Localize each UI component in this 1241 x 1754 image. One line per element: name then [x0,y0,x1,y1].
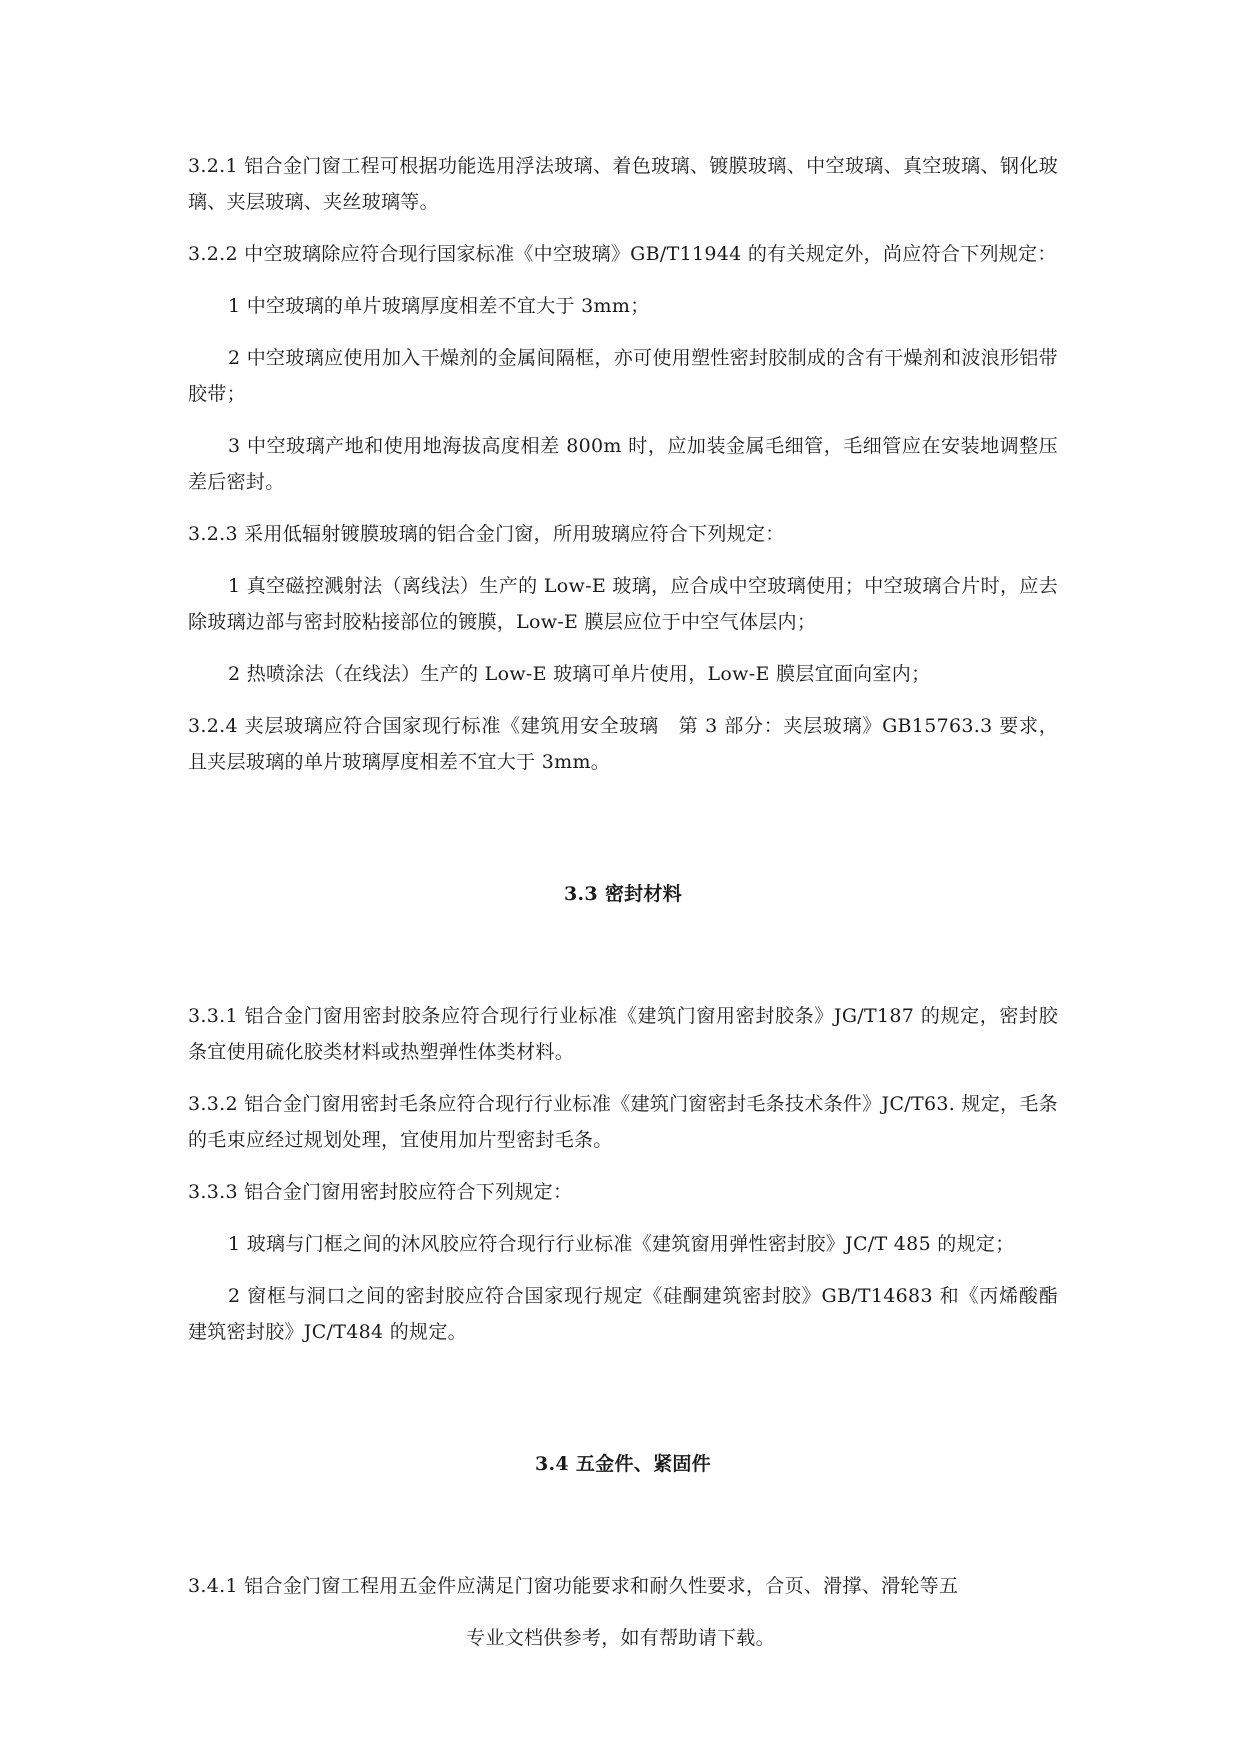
clause-3-3-2: 3.3.2 铝合金门窗用密封毛条应符合现行行业标准《建筑门窗密封毛条技术条件》JC/T63. 规定，毛条的毛束应经过规划处理，宜使用加片型密封毛条。 [188,1093,1058,1151]
clause-3-2-2: 3.2.2 中空玻璃除应符合现行国家标准《中空玻璃》GB/T11944 的有关规定外，尚应符合下列规定： [188,243,1057,265]
clause-3-2-4: 3.2.4 夹层玻璃应符合国家现行标准《建筑用安全玻璃 第 3 部分：夹层玻璃》GB15763.3 要求，且夹层玻璃的单片玻璃厚度相差不宜大于 3mm。 [188,715,1058,773]
clause-3-2-1: 3.2.1 铝合金门窗工程可根据功能选用浮法玻璃、着色玻璃、镀膜玻璃、中空玻璃、真空玻璃、钢化玻璃、夹层玻璃、夹丝玻璃等。 [188,155,1058,213]
clause-3-3-3-item-2: 2 窗框与洞口之间的密封胶应符合国家现行规定《硅酮建筑密封胶》GB/T14683 和《丙烯酸酯建筑密封胶》JC/T484 的规定。 [188,1285,1058,1343]
clause-3-2-3: 3.2.3 采用低辐射镀膜玻璃的铝合金门窗，所用玻璃应符合下列规定： [188,523,785,545]
section-title-3-3: 3.3 密封材料 [563,883,683,905]
clause-3-3-3: 3.3.3 铝合金门窗用密封胶应符合下列规定： [188,1181,573,1203]
page-footer: 专业文档供参考，如有帮助请下载。 [466,1627,775,1649]
clause-3-2-3-item-2: 2 热喷涂法（在线法）生产的 Low-E 玻璃可单片使用，Low-E 膜层宜面向室内； [228,663,931,685]
clause-3-3-3-item-1: 1 玻璃与门框之间的沐风胶应符合现行行业标准《建筑窗用弹性密封胶》JC/T 485 的规定； [228,1233,1015,1255]
section-title-3-4: 3.4 五金件、紧固件 [535,1453,711,1475]
clause-3-2-2-item-2: 2 中空玻璃应使用加入干燥剂的金属间隔框，亦可使用塑性密封胶制成的含有干燥剂和波浪形铝带胶带； [188,347,1058,405]
document-body [188,148,1058,1620]
clause-3-2-2-item-3: 3 中空玻璃产地和使用地海拔高度相差 800m 时，应加装金属毛细管，毛细管应在安装地调整压差后密封。 [188,435,1058,493]
clause-3-4-1: 3.4.1 铝合金门窗工程用五金件应满足门窗功能要求和耐久性要求，合页、滑撑、滑轮等五 [188,1575,959,1597]
clause-3-3-1: 3.3.1 铝合金门窗用密封胶条应符合现行行业标准《建筑门窗用密封胶条》JG/T187 的规定，密封胶条宜使用硫化胶类材料或热塑弹性体类材料。 [188,1005,1058,1063]
clause-3-2-3-item-1: 1 真空磁控溅射法（离线法）生产的 Low-E 玻璃，应合成中空玻璃使用；中空玻璃合片时，应去除玻璃边部与密封胶粘接部位的镀膜，Low-E 膜层应位于中空气体层内； [188,575,1058,633]
clause-3-2-2-item-1: 1 中空玻璃的单片玻璃厚度相差不宜大于 3mm； [228,295,650,317]
